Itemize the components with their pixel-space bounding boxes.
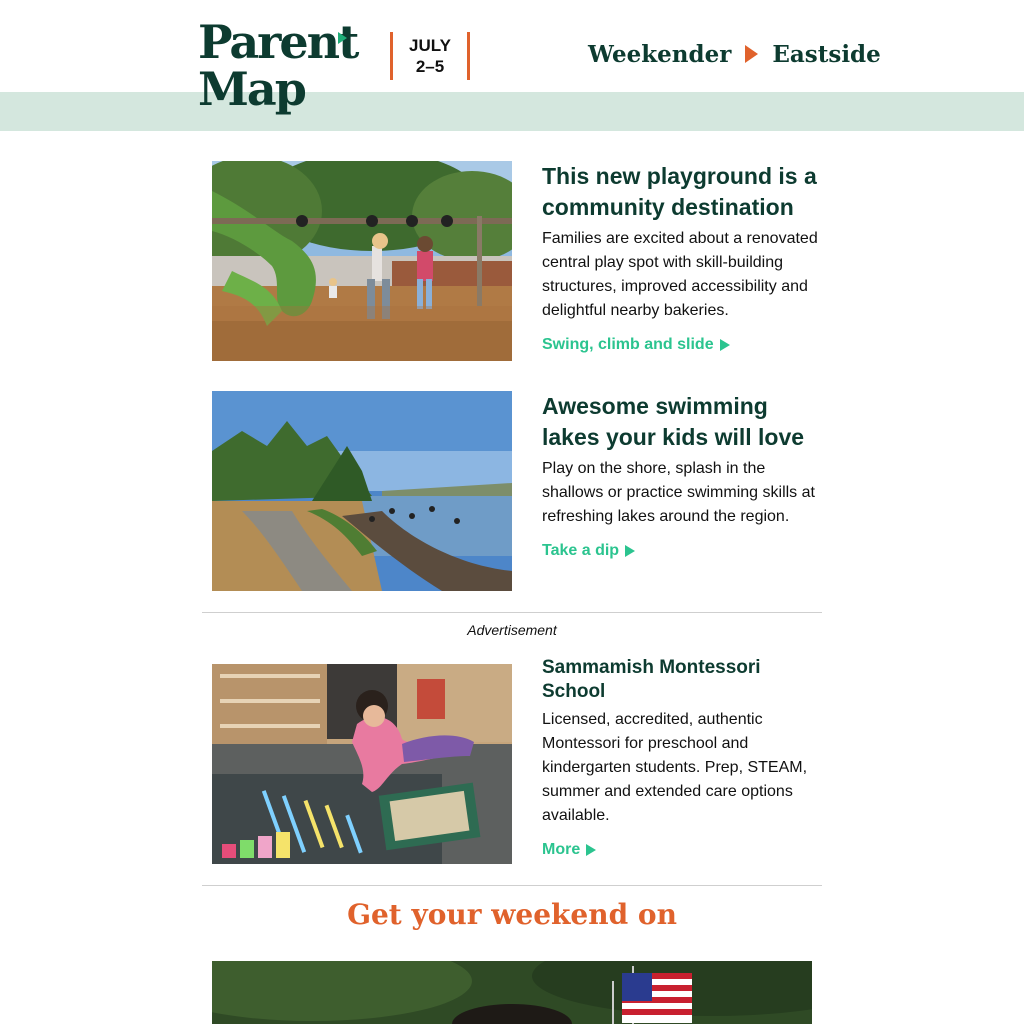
cta-label: More: [542, 841, 581, 858]
ad-body: Licensed, accredited, authentic Montessori for preschool and kindergarten students. Prep, STEAM, summer and extended care options available.: [542, 711, 808, 824]
date-month: JULY: [409, 36, 451, 55]
breadcrumb-weekender[interactable]: Weekender: [588, 40, 732, 68]
story-body: Play on the shore, splash in the shallows or practice swimming skills at refreshing lakes around the region.: [542, 460, 815, 525]
montessori-photo[interactable]: [212, 664, 512, 864]
date-badge: [390, 32, 470, 80]
breadcrumb-eastside[interactable]: Eastside: [772, 40, 881, 68]
lake-photo[interactable]: [212, 391, 512, 591]
story-title[interactable]: Awesome swimming lakes your kids will love: [542, 393, 805, 450]
story-playground-text: [542, 161, 827, 357]
breadcrumb: [588, 38, 881, 70]
logo-word-parent: Parent: [198, 15, 358, 69]
playground-photo[interactable]: [212, 161, 512, 361]
cta-label: Take a dip: [542, 542, 620, 559]
take-a-dip-link[interactable]: [542, 539, 635, 563]
story-lakes-text: [542, 391, 827, 563]
play-arrow-icon: [720, 339, 730, 351]
ad-text: [542, 656, 827, 862]
more-link[interactable]: [542, 838, 596, 862]
section-heading: Get your weekend on: [347, 898, 677, 931]
divider: [202, 612, 822, 613]
play-arrow-icon: [586, 844, 596, 856]
header: [0, 0, 1024, 116]
advertisement-label: Advertisement: [467, 622, 557, 638]
header-band: [0, 92, 1024, 131]
cta-label: Swing, climb and slide: [542, 336, 714, 353]
divider: [202, 885, 822, 886]
story-body: Families are excited about a renovated central play spot with skill-building structures, improved accessibility and delightful nearby bakeries.: [542, 230, 818, 319]
date-days: 2–5: [415, 57, 445, 76]
story-title[interactable]: This new playground is a community destination: [542, 163, 817, 220]
logo-word-map: Map: [198, 62, 305, 116]
swing-climb-slide-link[interactable]: [542, 333, 730, 357]
parentmap-logo[interactable]: [198, 16, 358, 120]
logo-triangle-icon: [338, 32, 347, 44]
ad-title[interactable]: Sammamish Montessori School: [542, 657, 761, 702]
breadcrumb-arrow-icon: [745, 45, 758, 63]
play-arrow-icon: [625, 545, 635, 557]
weekend-photo[interactable]: [212, 961, 812, 1024]
